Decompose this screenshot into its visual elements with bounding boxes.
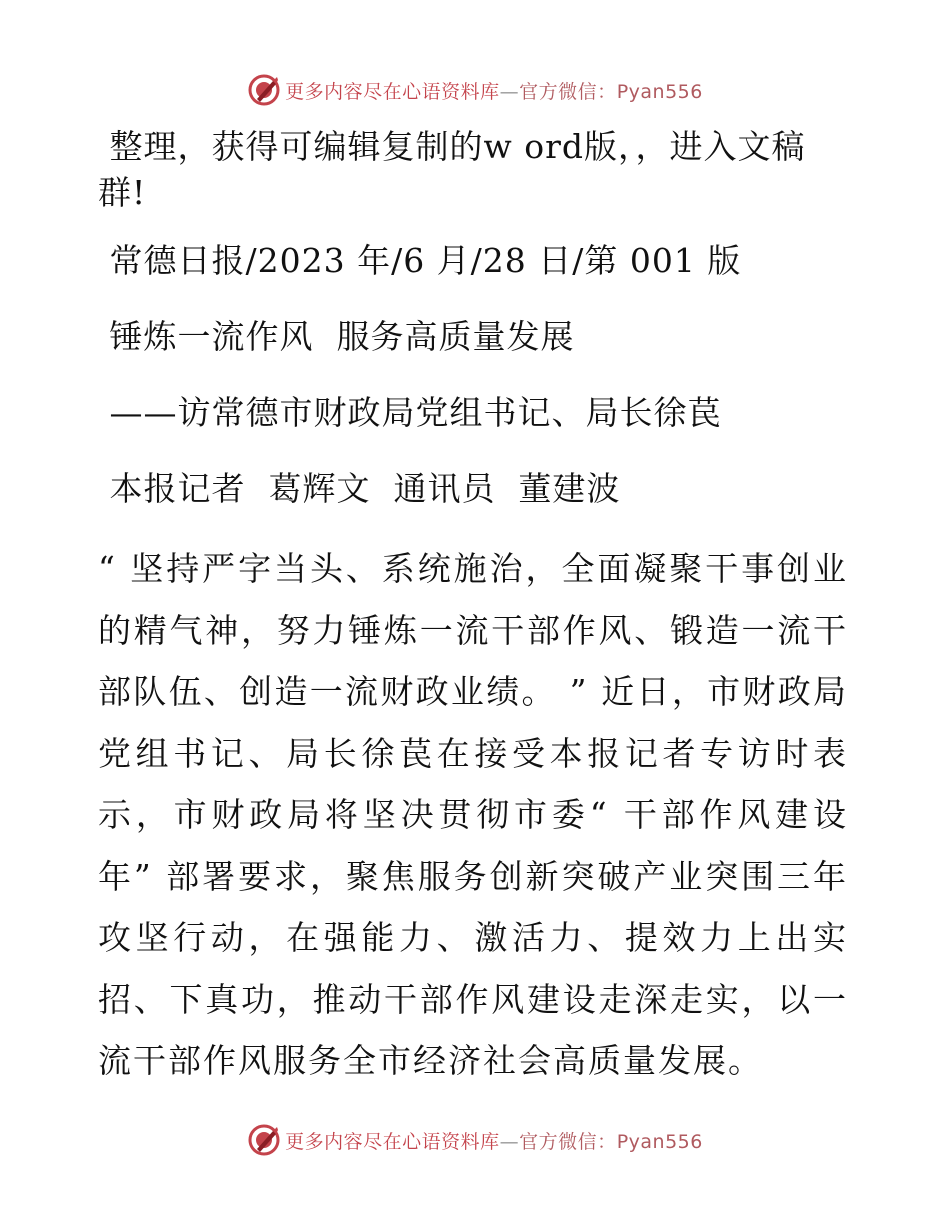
intro-line-2: 群! — [98, 173, 147, 212]
watermark-main: 更多内容尽在心语资料库 — [285, 80, 500, 103]
header-watermark — [0, 70, 950, 110]
watermark-wechat-id: Pyan556 — [616, 80, 703, 103]
intro-line-1: 整理，获得可编辑复制的w ord版，，进入文稿 — [98, 127, 806, 166]
article-subheadline: ——访常德市财政局党组书记、局长徐苠 — [98, 393, 722, 432]
footer-watermark — [0, 1120, 950, 1160]
watermark-text — [285, 1127, 703, 1154]
watermark-dash: — — [499, 1130, 520, 1153]
source-line: 常德日报/2023 年/6 月/28 日/第 001 版 — [98, 241, 742, 280]
watermark-text — [285, 77, 703, 104]
watermark-wechat-label: 官方微信： — [519, 80, 617, 103]
article-body-paragraph: “ 坚持严字当头、系统施治，全面凝聚干事创业的精气神，努力锤炼一流干部作风、锻造一流干部队伍、创造一流财政业绩。 ” 近日，市财政局党组书记、局长徐苠在接受本报记者专访时表示，市财政局将坚决贯彻市委“ 干部作风建设年” 部署要求，聚焦服务创新突破产业突围三年攻坚行动，在强能力、激活力、提效力上出实招、下真功，推动干部作风建设走深走实，以一流干部作风服务全市经济社会高质量发展。 — [98, 549, 848, 1080]
article-byline: 本报记者 葛辉文 通讯员 董建波 — [98, 469, 621, 508]
article-content — [98, 120, 858, 1125]
watermark-wechat-label: 官方微信： — [519, 1130, 617, 1153]
watermark-main: 更多内容尽在心语资料库 — [285, 1130, 500, 1153]
pen-logo-icon — [247, 1123, 281, 1157]
article-headline: 锤炼一流作风 服务高质量发展 — [98, 317, 575, 356]
watermark-dash: — — [499, 80, 520, 103]
pen-logo-icon — [247, 73, 281, 107]
watermark-wechat-id: Pyan556 — [616, 1130, 703, 1153]
